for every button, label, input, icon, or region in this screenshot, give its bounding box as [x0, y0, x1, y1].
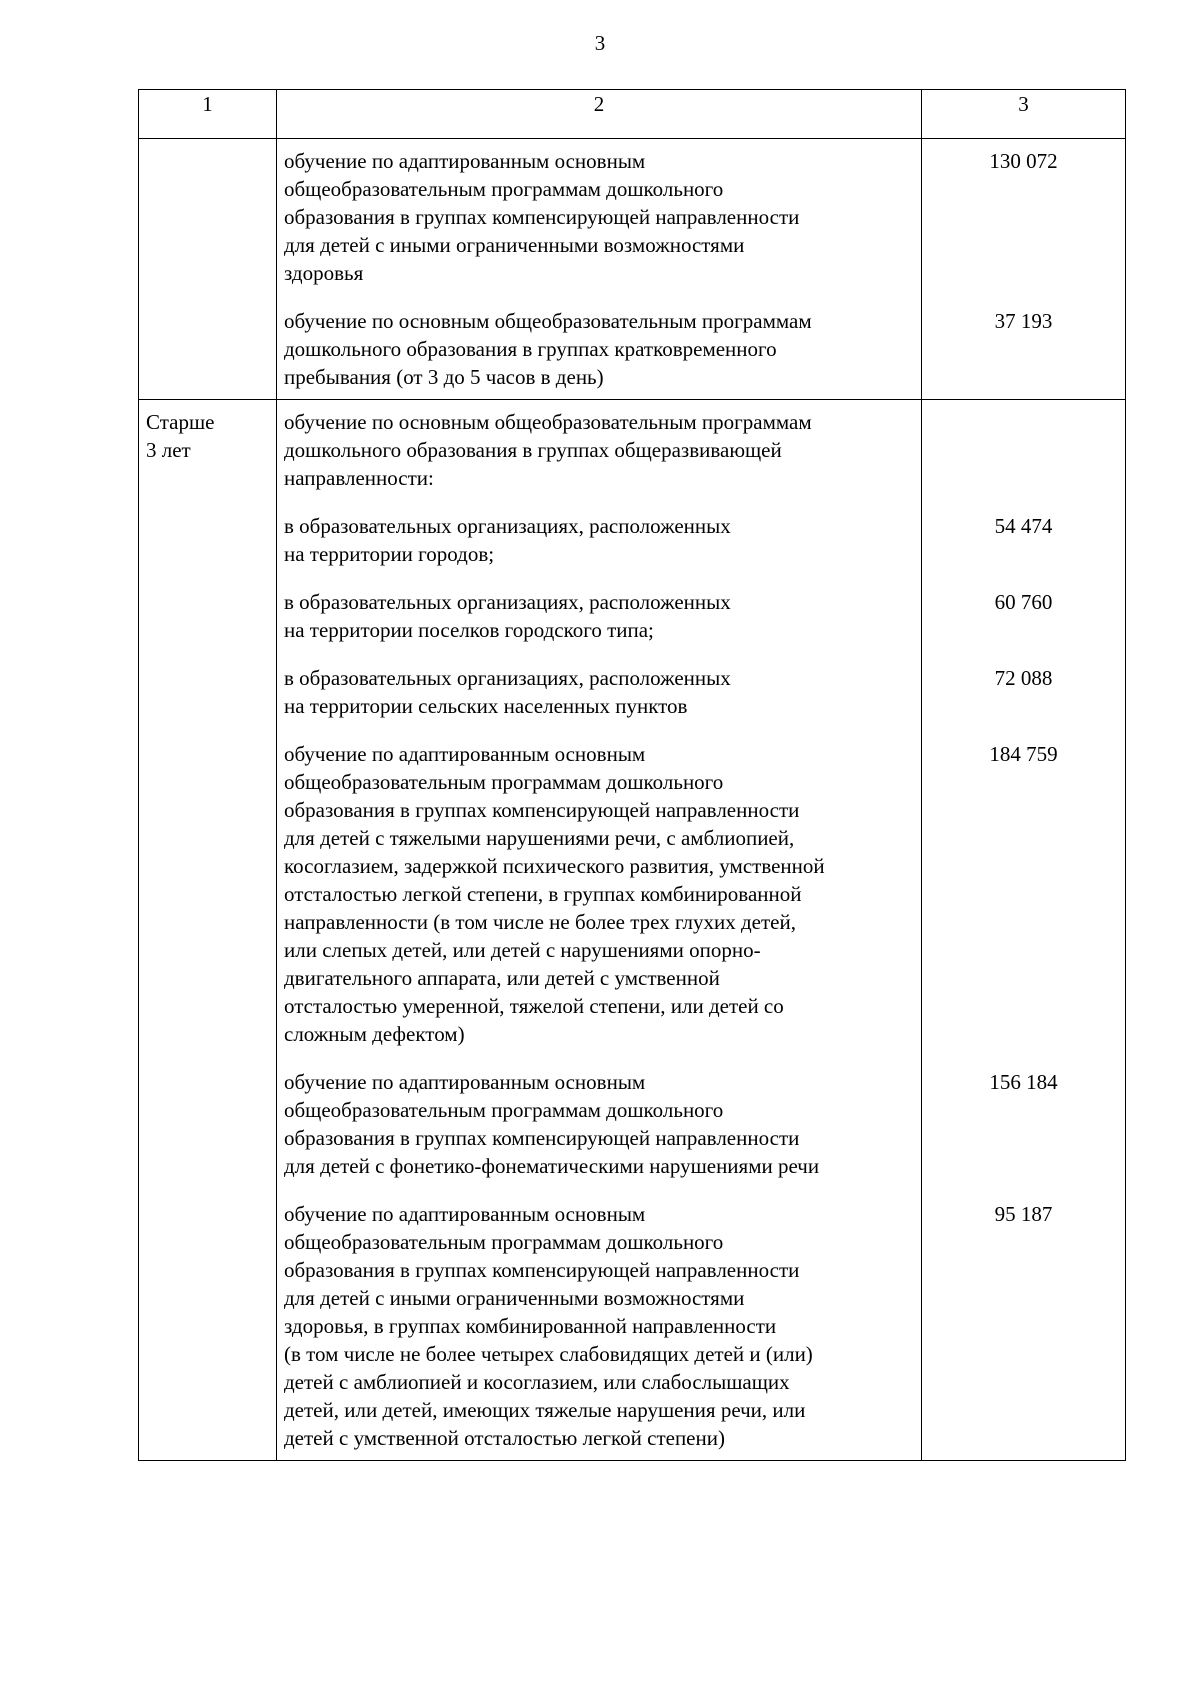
list-item-value: 95 187 [994, 1202, 1053, 1226]
list-item-value: 37 193 [994, 309, 1053, 333]
column-header-3: 3 [922, 90, 1126, 139]
column-header-2: 2 [277, 90, 922, 139]
list-item-value: 60 760 [994, 590, 1053, 614]
list-item-value [922, 408, 1125, 512]
list-item-text: обучение по адаптированным основным общеобразовательным программам дошкольного образования в группах компенсирующей направленности для детей с фонетико-фонематическими нарушениями речи [284, 1070, 820, 1178]
table-header-row [139, 90, 1126, 139]
list-item-value: 72 088 [994, 666, 1053, 690]
table-row-group-2 [139, 400, 1126, 1461]
age-cell-group-1 [139, 139, 277, 400]
column-header-1: 1 [139, 90, 277, 139]
description-cell-group-1 [277, 139, 922, 400]
list-item-text: в образовательных организациях, расположенных на территории городов; [284, 514, 731, 566]
page-number: 3 [594, 31, 606, 55]
value-cell-group-2 [922, 400, 1126, 1461]
list-item-value: 130 072 [989, 149, 1058, 173]
list-item-value: 156 184 [989, 1070, 1058, 1094]
table-row-group-1 [139, 139, 1126, 400]
list-item-text: обучение по адаптированным основным общеобразовательным программам дошкольного образования в группах компенсирующей направленности для детей с тяжелыми нарушениями речи, с амблиопией, косоглазием, задержкой психического развития, умственной отсталостью легкой степени, в группах комбинированной направленности (в том числе не более трех глухих детей, или слепых детей, или детей с нарушениями опорно- двигательного аппарата, или детей с умственной отсталостью умеренной, тяжелой степени, или детей со сложным дефектом) [284, 742, 825, 1046]
list-item-text: обучение по адаптированным основным общеобразовательным программам дошкольного образования в группах компенсирующей направленности для детей с иными ограниченными возможностями здоровья [284, 149, 800, 285]
list-item-value: 54 474 [994, 514, 1053, 538]
list-item-value: 184 759 [989, 742, 1058, 766]
value-cell-group-1 [922, 139, 1126, 400]
rates-table [138, 89, 1126, 1461]
list-item-text: в образовательных организациях, расположенных на территории поселков городского типа; [284, 590, 731, 642]
list-item-text: в образовательных организациях, расположенных на территории сельских населенных пунктов [284, 666, 731, 718]
description-cell-group-2 [277, 400, 922, 1461]
age-cell-group-2: Старше 3 лет [139, 400, 277, 1461]
list-item-text: обучение по основным общеобразовательным программам дошкольного образования в группах общеразвивающей направленности: [284, 410, 812, 490]
list-item-text: обучение по основным общеобразовательным программам дошкольного образования в группах кратковременного пребывания (от 3 до 5 часов в день) [284, 309, 812, 389]
list-item-text: обучение по адаптированным основным общеобразовательным программам дошкольного образования в группах компенсирующей направленности для детей с иными ограниченными возможностями здоровья, в группах комбинированной направленности (в том числе не более четырех слабовидящих детей и (или) детей с амблиопией и косоглазием, или слабослышащих детей, или детей, имеющих тяжелые нарушения речи, или детей с умственной отсталостью легкой степени) [284, 1202, 813, 1450]
